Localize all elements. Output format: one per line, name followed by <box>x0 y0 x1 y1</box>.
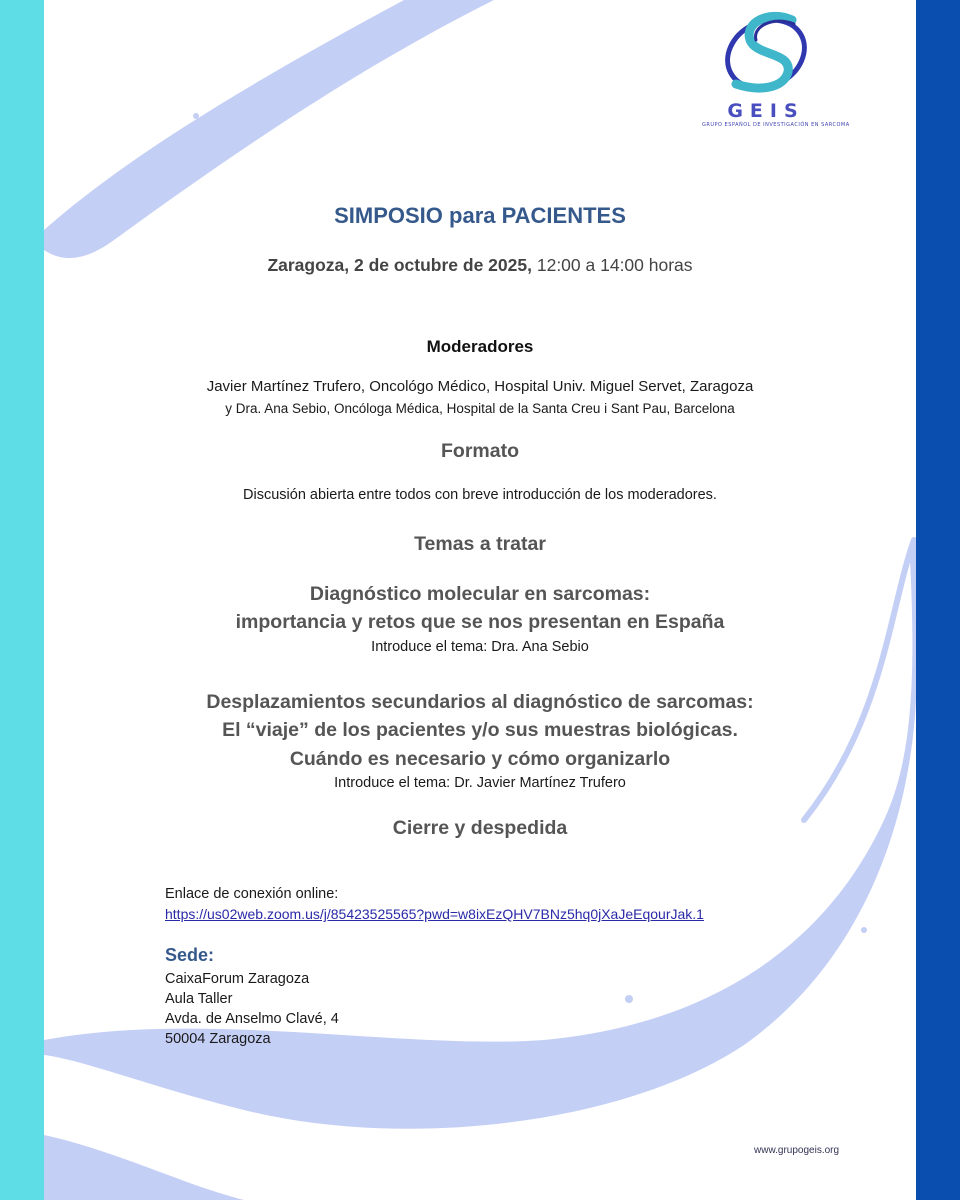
topic-1-intro: Introduce el tema: Dra. Ana Sebio <box>371 639 589 655</box>
online-link-label: Enlace de conexión online: <box>165 886 339 902</box>
venue-heading: Sede: <box>165 945 215 965</box>
topic-2-line-2: El “viaje” de los pacientes y/o sus muestras biológicas. <box>222 719 738 741</box>
event-time: 12:00 a 14:00 horas <box>536 255 693 275</box>
venue-line-1: CaixaForum Zaragoza <box>165 971 310 987</box>
topics-heading: Temas a tratar <box>414 533 546 555</box>
venue-line-2: Aula Taller <box>165 991 233 1007</box>
logo-wordmark: GEIS <box>727 100 805 122</box>
website-url: www.grupogeis.org <box>754 1145 840 1156</box>
event-title: SIMPOSIO para PACIENTES <box>334 203 626 228</box>
moderator-line-1: Javier Martínez Trufero, Oncológo Médico, Hospital Univ. Miguel Servet, Zaragoza <box>206 378 754 395</box>
geis-logo <box>700 8 850 130</box>
topic-1-line-1: Diagnóstico molecular en sarcomas: <box>309 583 651 605</box>
topic-2-intro: Introduce el tema: Dr. Javier Martínez Trufero <box>334 775 626 791</box>
topic-2-line-3: Cuándo es necesario y cómo organizarlo <box>289 748 671 770</box>
closing-heading: Cierre y despedida <box>392 817 568 839</box>
format-heading: Formato <box>441 440 519 462</box>
topic-2-line-1: Desplazamientos secundarios al diagnóstico de sarcomas: <box>206 691 754 713</box>
zoom-link[interactable]: https://us02web.zoom.us/j/85423525565?pwd=w8ixEzQHV7BNz5hq0jXaJeEqourJak.1 <box>165 906 704 922</box>
venue-line-3: Avda. de Anselmo Clavé, 4 <box>165 1011 339 1027</box>
moderators-heading: Moderadores <box>426 337 534 356</box>
event-date: Zaragoza, 2 de octubre de 2025, <box>267 255 532 275</box>
moderator-line-2: y Dra. Ana Sebio, Oncóloga Médica, Hospital de la Santa Creu i Sant Pau, Barcelona <box>225 401 735 416</box>
right-color-bar <box>916 0 960 1200</box>
format-text: Discusión abierta entre todos con breve introducción de los moderadores. <box>243 487 717 503</box>
left-color-bar <box>0 0 44 1200</box>
geis-logo-emblem <box>700 8 830 100</box>
event-date-line <box>44 255 916 276</box>
topic-1-line-2: importancia y retos que se nos presentan en España <box>235 611 725 633</box>
logo-subtitle: GRUPO ESPAÑOL DE INVESTIGACIÓN EN SARCOMA <box>702 122 850 128</box>
venue-line-4: 50004 Zaragoza <box>165 1031 271 1047</box>
